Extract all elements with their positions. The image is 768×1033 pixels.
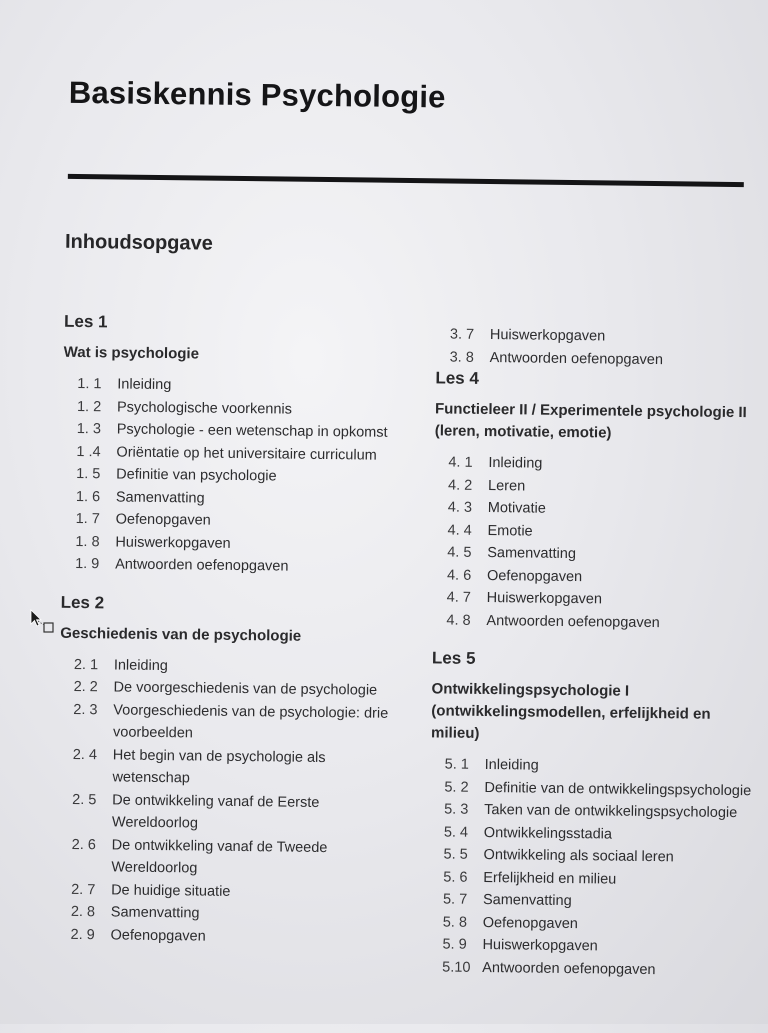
toc-item-text: Taken van de ontwikkelingspsychologie [484,801,738,822]
toc-item-number: 5. 9 [442,936,467,953]
toc-item-text: Antwoorden oefenopgaven [115,556,289,575]
toc-item-text: Leren [488,477,526,494]
toc-item-text: Huiswerkopgaven [115,533,231,552]
toc-item-number: 5. 5 [443,846,468,863]
toc-item-list [428,753,761,982]
toc-item-number: 5. 4 [443,823,469,841]
toc-item-number: 1. 5 [76,465,101,483]
toc-item-number: 1. 1 [77,375,102,393]
toc-item-number: 1. 3 [76,420,102,438]
toc-item-text: Antwoorden oefenopgaven [486,612,660,631]
lesson-block [61,312,394,580]
toc-item-text: Psychologische voorkennis [116,398,293,418]
toc-item-text: Definitie van de ontwikkelingspsychologie [484,779,752,799]
toc-item-text: Antwoorden oefenopgaven [482,959,656,978]
toc-item-text: Oefenopgaven [115,511,211,529]
toc-item-number: 4. 1 [448,454,473,471]
toc-item [450,346,766,372]
toc-item-text: Samenvatting [482,891,572,910]
toc-item-text: Huiswerkopgaven [482,936,598,955]
toc-item-number: 5. 3 [444,801,469,818]
toc-item [71,833,388,882]
lesson-block [428,648,762,982]
toc-item-text: Ontwikkeling als sociaal leren [483,846,674,866]
toc-item-text: Voorgeschiedenis van de psychologie: drie voorbeelden [112,701,389,742]
toc-item-number: 4. 2 [448,477,473,494]
toc-item [442,956,758,982]
lesson-label: Les 4 [435,368,480,388]
toc-item-number: 3. 8 [449,349,474,366]
toc-item-list [432,451,764,635]
toc-item-number: 2. 1 [73,656,99,673]
lesson-label: Les 2 [60,592,105,612]
toc-item-text: Erfelijkheid en milieu [483,869,617,888]
title-divider [68,174,744,187]
toc-item [72,788,389,837]
toc-item-number: 1. 2 [76,398,102,415]
toc-item [72,743,389,792]
toc-continued-items [436,323,767,372]
toc-item-text: Huiswerkopgaven [486,589,603,608]
lesson-label: Les 5 [431,648,476,668]
toc-item-number: 2. 7 [71,881,96,898]
toc-item-text: Motivatie [487,499,546,517]
toc-item-number: 1. 7 [75,510,100,528]
toc-item-number: 4. 8 [446,612,471,629]
toc-item-text: Definitie van psychologie [116,466,277,485]
toc-item-number: 1. 9 [75,555,100,573]
toc-item-number: 1. 6 [75,488,101,505]
toc-item-text: Inleiding [113,656,168,674]
lesson-label: Les 1 [63,311,108,332]
toc-item-number: 2. 6 [71,836,96,853]
toc-item-number: 4. 3 [447,499,473,516]
toc-item-number: 2. 2 [73,678,98,696]
toc-item-text: Oefenopgaven [110,926,206,945]
lesson-title: Wat is psychologie [63,343,200,363]
toc-item-text: Inleiding [117,376,172,394]
lesson-title: Geschiedenis van de psychologie [60,624,302,645]
toc-item-number: 4. 4 [447,522,472,539]
toc-item [75,553,391,579]
toc-item-number: 2. 8 [70,903,96,921]
toc-item-text: Emotie [487,522,533,540]
mouse-pointer-icon [29,609,57,637]
toc-item-number: 4. 7 [446,589,472,606]
toc-item-text: Huiswerkopgaven [489,327,606,345]
toc-item-text: De ontwikkeling vanaf de Tweede Wereldoorlog [111,836,328,877]
toc-item-text: De huidige situatie [111,881,231,900]
toc-item-text: Inleiding [484,756,539,774]
toc-item-text: Oriëntatie op het universitaire curriculum [116,443,377,464]
toc-item-number: 2. 3 [73,701,98,718]
toc-item-number: 2. 5 [72,791,97,808]
toc-item-number: 5. 6 [443,868,468,886]
toc-item-number: 2. 4 [72,746,98,763]
lesson-title: Functieleer II / Experimentele psychologie II (leren, motivatie, emotie) [434,400,747,442]
toc-item-number: 4. 5 [447,544,472,561]
document-title: Basiskennis Psychologie [68,74,446,115]
toc-item-number: 5. 7 [442,891,468,908]
toc-item-text: Het begin van de psychologie als wetenschap [112,746,326,787]
lesson-block [432,368,765,635]
toc-item-text: Ontwikkelingsstadia [483,824,613,843]
toc-left-column [56,312,394,967]
lesson-block [56,592,390,950]
toc-item-text: Samenvatting [487,544,577,563]
toc-item-text: Oefenopgaven [486,567,583,585]
toc-item-number: 5.10 [442,958,471,976]
toc-item-text: Samenvatting [115,488,205,507]
toc-item-list [56,653,390,950]
toc-item-number: 3. 7 [449,326,475,343]
toc-item-text: Oefenopgaven [482,914,578,932]
toc-item-text: Inleiding [488,455,543,472]
toc-item-number: 1 .4 [76,443,101,460]
toc-item-number: 5. 8 [442,913,468,931]
toc-item [73,698,390,747]
toc-item-text: De ontwikkeling vanaf de Eerste Wereldoorlog [111,791,320,832]
toc-item-number: 2. 9 [70,926,95,943]
toc-item-text: Antwoorden oefenopgaven [489,349,664,368]
toc-heading: Inhoudsopgave [64,230,213,255]
toc-item-text: Samenvatting [110,904,200,922]
toc-item [446,609,762,635]
toc-item-number: 5. 2 [444,778,469,796]
toc-item [70,923,386,949]
toc-item-number: 5. 1 [444,756,469,773]
toc-item-list [61,373,393,580]
lesson-title: Ontwikkelingspsychologie I (ontwikkelingsmodellen, erfelijkheid en milieu) [430,680,711,742]
toc-item-number: 1. 8 [75,533,100,550]
toc-item-text: Psychologie - een wetenschap in opkomst [116,421,388,441]
toc-item-number: 4. 6 [446,567,472,584]
toc-right-column [428,323,766,999]
toc-item-text: De voorgeschiedenis van de psychologie [113,679,378,699]
